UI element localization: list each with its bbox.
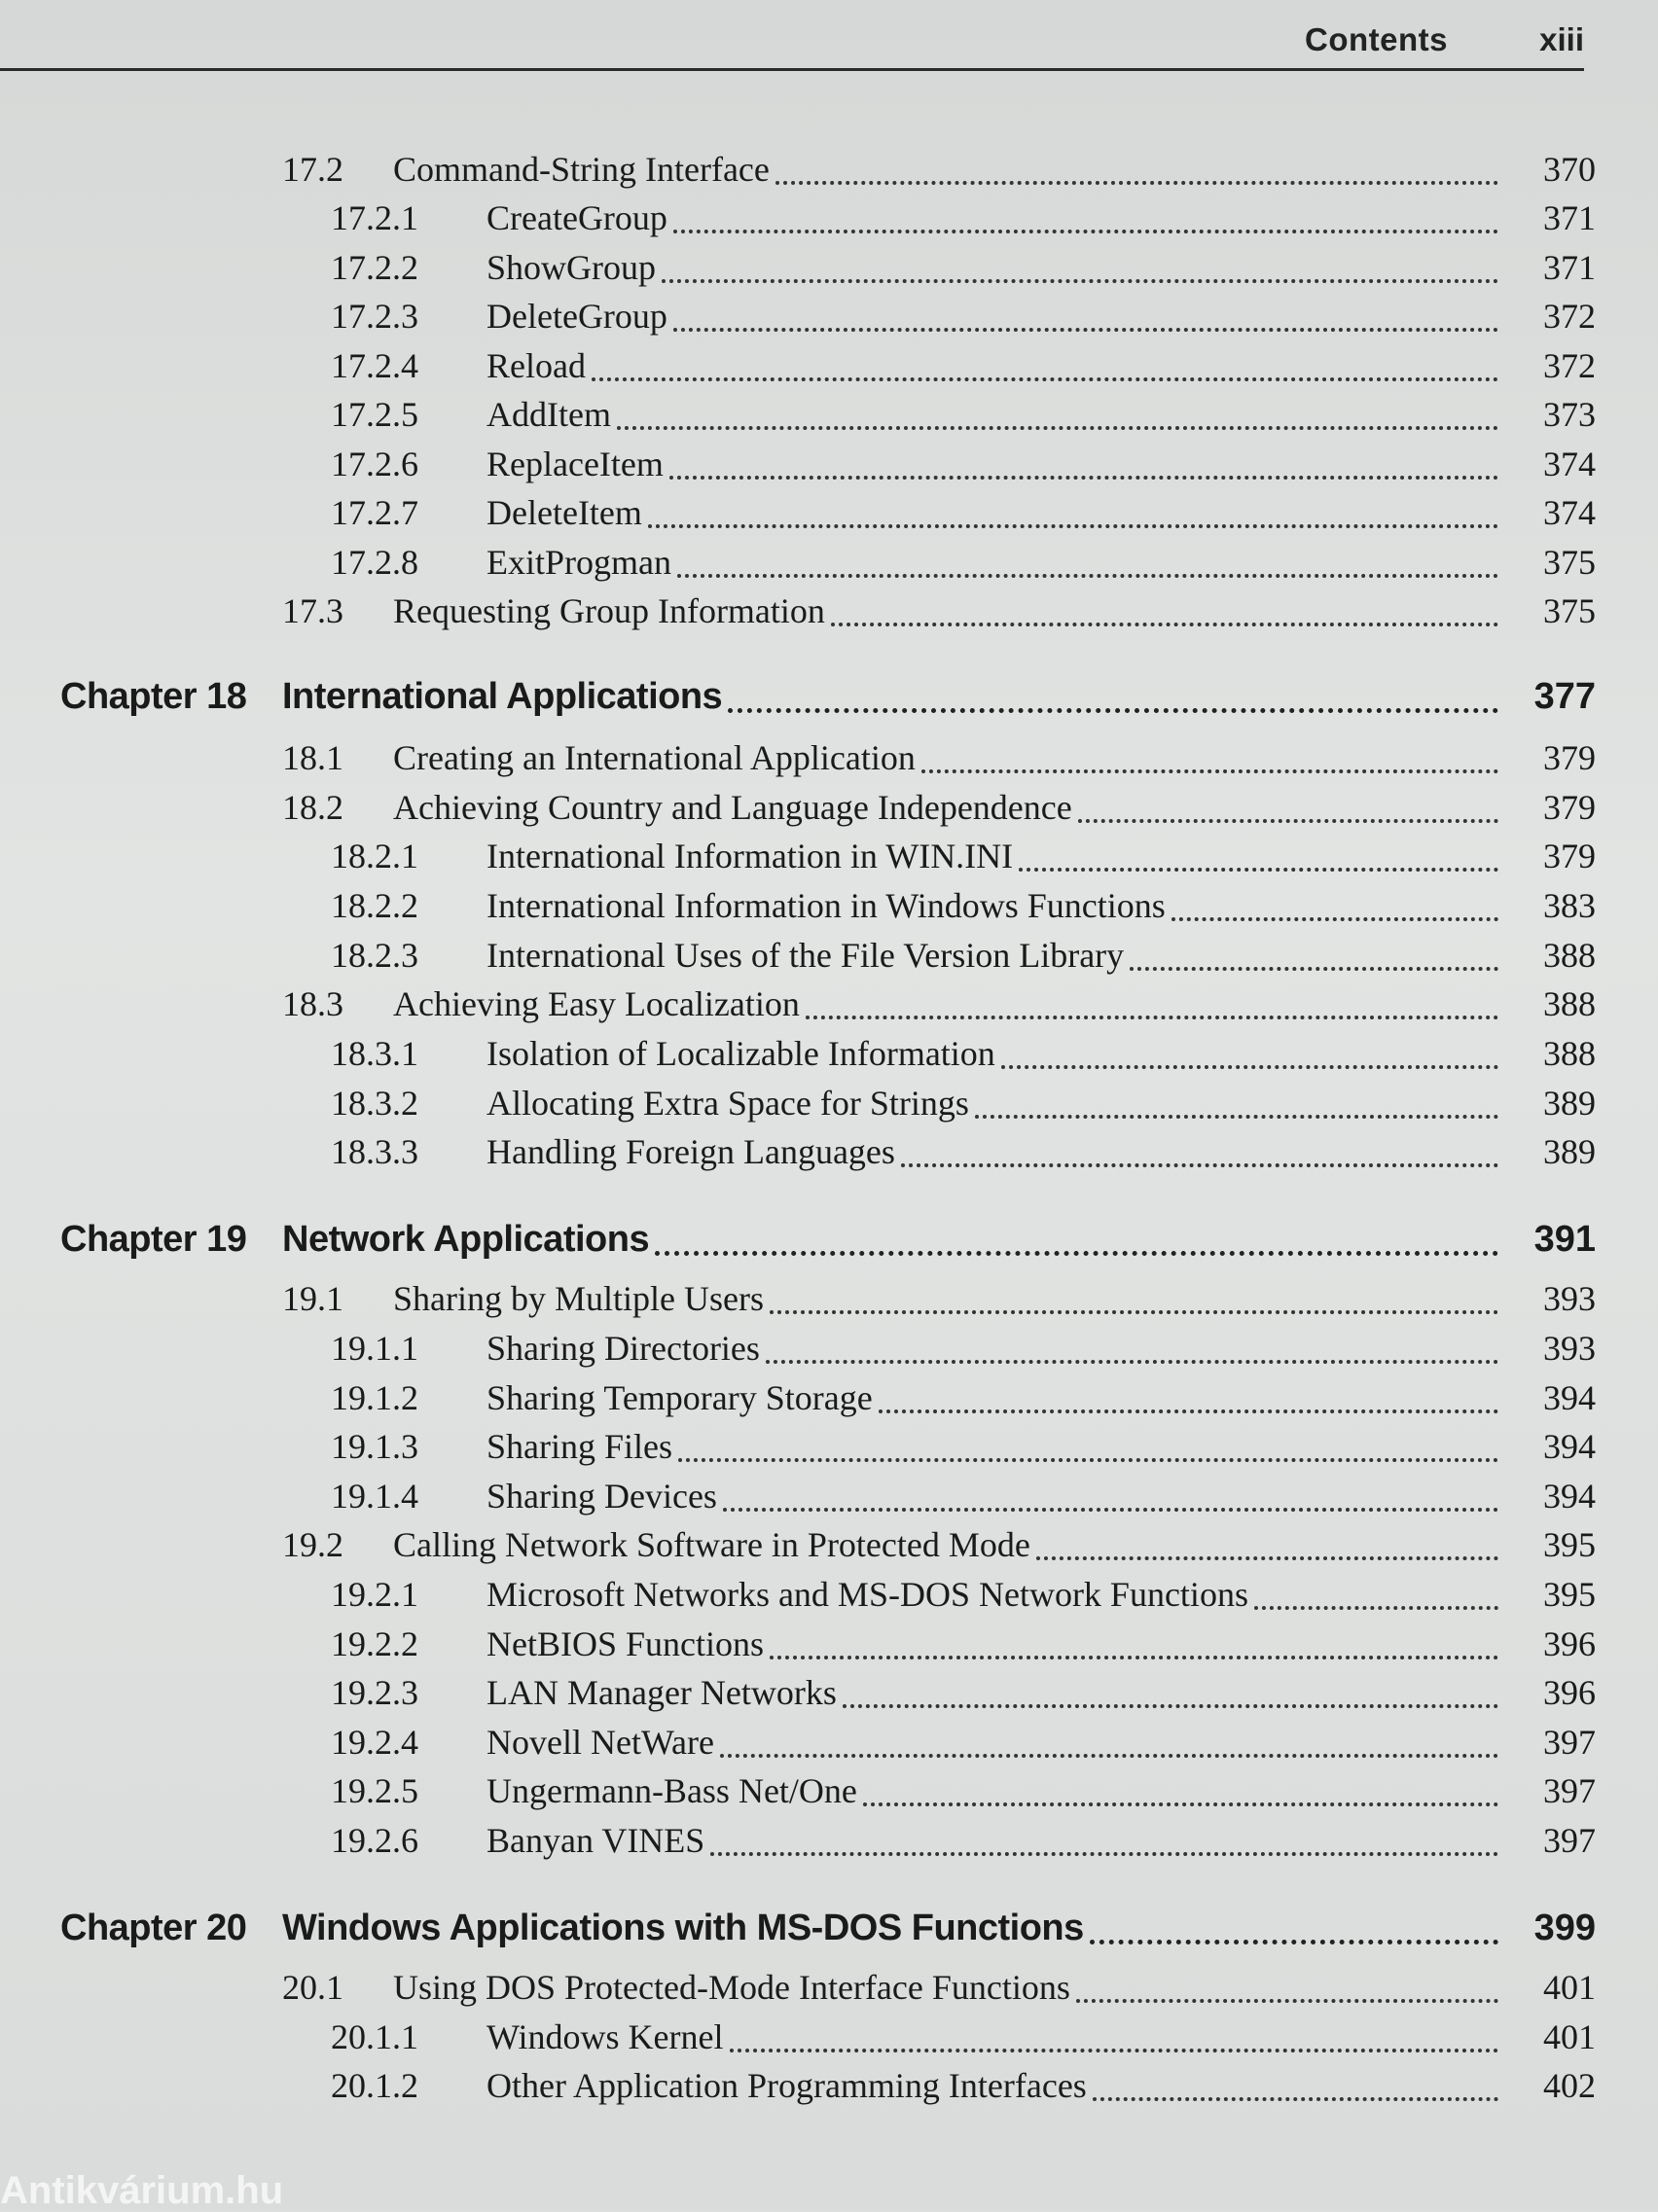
dot-leader: [720, 1707, 1498, 1758]
entry-number: Chapter 18: [60, 676, 247, 717]
dot-leader: [1093, 2051, 1498, 2101]
dot-leader: [1254, 1559, 1498, 1610]
dot-leader: [723, 1461, 1498, 1512]
entry-number: 17.2.2: [331, 248, 418, 287]
entry-title: Windows Kernel: [487, 2017, 724, 2056]
toc-entry: [0, 1817, 1596, 1864]
entry-number: 19.2.4: [331, 1723, 418, 1762]
entry-number: 19.2.5: [331, 1771, 418, 1810]
toc-entry: [0, 1128, 1596, 1175]
entry-title: DeleteGroup: [487, 297, 667, 336]
entry-number: 17.2.7: [331, 493, 418, 532]
entry-title: ShowGroup: [487, 248, 657, 287]
entry-number: 20.1.2: [331, 2066, 418, 2105]
entry-number: 18.2.2: [331, 886, 418, 925]
entry-page-number: 397: [1543, 1821, 1596, 1860]
dot-leader: [617, 379, 1498, 430]
entry-page-number: 370: [1543, 150, 1596, 189]
dot-leader: [843, 1658, 1498, 1708]
dot-leader: [766, 1313, 1498, 1364]
entry-title: Network Applications: [282, 1219, 650, 1260]
dot-leader: [677, 527, 1498, 578]
chapter-entry: [0, 1905, 1596, 1951]
entry-page-number: 399: [1533, 1908, 1596, 1948]
entry-title: Command-String Interface: [393, 150, 770, 189]
entry-number: 19.1.2: [331, 1378, 418, 1417]
dot-leader: [662, 232, 1498, 283]
entry-page-number: 394: [1543, 1477, 1596, 1516]
dot-leader: [806, 969, 1498, 1019]
entry-number: 18.3: [282, 984, 343, 1023]
dot-leader: [1078, 772, 1498, 823]
entry-page-number: 391: [1533, 1219, 1596, 1260]
entry-number: 19.2: [282, 1525, 343, 1564]
dot-leader: [863, 1756, 1498, 1806]
entry-page-number: 389: [1543, 1132, 1596, 1171]
header-title: Contents: [1305, 21, 1448, 57]
entry-title: Novell NetWare: [487, 1723, 714, 1762]
entry-title: Isolation of Localizable Information: [487, 1034, 995, 1073]
entry-title: Allocating Extra Space for Strings: [487, 1084, 969, 1123]
entry-title: ReplaceItem: [487, 445, 664, 483]
entry-title: Achieving Easy Localization: [393, 984, 800, 1023]
entry-title: Microsoft Networks and MS-DOS Network Functions: [487, 1575, 1248, 1614]
entry-page-number: 395: [1543, 1575, 1596, 1614]
entry-number: 20.1.1: [331, 2017, 418, 2056]
entry-number: 19.1.1: [331, 1329, 418, 1368]
entry-number: 18.2.1: [331, 837, 418, 875]
entry-title: Using DOS Protected-Mode Interface Functions: [393, 1968, 1070, 2007]
entry-page-number: 388: [1543, 936, 1596, 975]
dot-leader: [669, 429, 1498, 480]
entry-number: Chapter 19: [60, 1219, 247, 1260]
entry-page-number: 389: [1543, 1084, 1596, 1123]
entry-number: 17.2.1: [331, 198, 418, 237]
entry-page-number: 375: [1543, 543, 1596, 582]
dot-leader: [655, 1204, 1498, 1256]
entry-page-number: 373: [1543, 395, 1596, 434]
entry-page-number: 394: [1543, 1378, 1596, 1417]
entry-number: 17.2.6: [331, 445, 418, 483]
entry-page-number: 395: [1543, 1525, 1596, 1564]
entry-number: 19.1: [282, 1279, 343, 1318]
dot-leader: [1171, 871, 1498, 921]
entry-title: Sharing Directories: [487, 1329, 760, 1368]
entry-title: Handling Foreign Languages: [487, 1132, 895, 1171]
dot-leader: [831, 576, 1498, 626]
entry-number: 17.2.8: [331, 543, 418, 582]
entry-page-number: 388: [1543, 984, 1596, 1023]
dot-leader: [728, 661, 1498, 713]
entry-page-number: 371: [1543, 198, 1596, 237]
entry-page-number: 388: [1543, 1034, 1596, 1073]
dot-leader: [1036, 1510, 1498, 1560]
entry-number: 17.3: [282, 591, 343, 630]
entry-page-number: 396: [1543, 1624, 1596, 1663]
entry-title: NetBIOS Functions: [487, 1624, 765, 1663]
dot-leader: [975, 1068, 1498, 1119]
dot-leader: [730, 2002, 1498, 2052]
entry-number: 19.2.2: [331, 1624, 418, 1663]
dot-leader: [775, 134, 1498, 185]
entry-title: Other Application Programming Interfaces: [487, 2066, 1087, 2105]
entry-title: ExitProgman: [487, 543, 671, 582]
entry-number: 18.3.3: [331, 1132, 418, 1171]
entry-page-number: 401: [1543, 1968, 1596, 2007]
entry-page-number: 371: [1543, 248, 1596, 287]
entry-number: 19.2.1: [331, 1575, 418, 1614]
entry-page-number: 383: [1543, 886, 1596, 925]
entry-title: Achieving Country and Language Independence: [393, 788, 1072, 827]
entry-number: Chapter 20: [60, 1908, 247, 1948]
entry-page-number: 379: [1543, 837, 1596, 875]
entry-title: AddItem: [487, 395, 611, 434]
entry-title: Windows Applications with MS-DOS Functions: [282, 1908, 1084, 1948]
entry-title: DeleteItem: [487, 493, 642, 532]
entry-page-number: 394: [1543, 1427, 1596, 1466]
chapter-entry: [0, 673, 1596, 720]
entry-page-number: 393: [1543, 1279, 1596, 1318]
entry-title: Ungermann-Bass Net/One: [487, 1771, 857, 1810]
entry-page-number: 379: [1543, 788, 1596, 827]
entry-number: 17.2.3: [331, 297, 418, 336]
entry-title: International Information in Windows Functions: [487, 886, 1166, 925]
dot-leader: [770, 1264, 1498, 1314]
dot-leader: [592, 331, 1498, 381]
dot-leader: [770, 1609, 1498, 1659]
entry-title: International Information in WIN.INI: [487, 837, 1014, 875]
entry-number: 19.2.3: [331, 1673, 418, 1712]
dot-leader: [673, 281, 1498, 332]
dot-leader: [1130, 920, 1498, 971]
entry-title: Sharing Files: [487, 1427, 673, 1466]
dot-leader: [879, 1363, 1498, 1413]
entry-page-number: 374: [1543, 445, 1596, 483]
entry-number: 18.1: [282, 738, 343, 777]
dot-leader: [901, 1117, 1498, 1167]
dot-leader: [1090, 1893, 1498, 1944]
entry-page-number: 375: [1543, 591, 1596, 630]
entry-title: Sharing by Multiple Users: [393, 1279, 764, 1318]
entry-number: 19.1.3: [331, 1427, 418, 1466]
dot-leader: [1076, 1952, 1498, 2003]
entry-number: 17.2.5: [331, 395, 418, 434]
dot-leader: [673, 183, 1498, 233]
entry-page-number: 393: [1543, 1329, 1596, 1368]
dot-leader: [648, 478, 1498, 528]
entry-number: 17.2.4: [331, 346, 418, 385]
entry-number: 18.3.2: [331, 1084, 418, 1123]
dot-leader: [678, 1411, 1498, 1462]
dot-leader: [921, 723, 1498, 773]
entry-number: 18.2: [282, 788, 343, 827]
entry-page-number: 396: [1543, 1673, 1596, 1712]
dot-leader: [1019, 821, 1498, 872]
toc-entry: [0, 2062, 1596, 2109]
entry-page-number: 402: [1543, 2066, 1596, 2105]
entry-number: 17.2: [282, 150, 343, 189]
entry-page-number: 379: [1543, 738, 1596, 777]
entry-number: 18.2.3: [331, 936, 418, 975]
entry-title: CreateGroup: [487, 198, 667, 237]
entry-title: Requesting Group Information: [393, 591, 825, 630]
entry-title: Banyan VINES: [487, 1821, 705, 1860]
entry-title: Sharing Temporary Storage: [487, 1378, 873, 1417]
chapter-entry: [0, 1216, 1596, 1263]
entry-page-number: 372: [1543, 346, 1596, 385]
entry-number: 19.1.4: [331, 1477, 418, 1516]
entry-page-number: 372: [1543, 297, 1596, 336]
entry-page-number: 397: [1543, 1723, 1596, 1762]
entry-number: 18.3.1: [331, 1034, 418, 1073]
entry-number: 20.1: [282, 1968, 343, 2007]
entry-page-number: 397: [1543, 1771, 1596, 1810]
dot-leader: [1001, 1018, 1498, 1069]
entry-title: Reload: [487, 346, 586, 385]
entry-page-number: 374: [1543, 493, 1596, 532]
entry-title: LAN Manager Networks: [487, 1673, 837, 1712]
toc-entry: [0, 588, 1596, 634]
dot-leader: [710, 1805, 1498, 1856]
watermark: Antikvárium.hu: [0, 2169, 284, 2212]
entry-title: International Uses of the File Version Library: [487, 936, 1125, 975]
entry-page-number: 377: [1533, 676, 1596, 717]
entry-title: Calling Network Software in Protected Mode: [393, 1525, 1030, 1564]
header-page-number: xiii: [1539, 21, 1584, 57]
entry-number: 19.2.6: [331, 1821, 418, 1860]
entry-title: Sharing Devices: [487, 1477, 717, 1516]
entry-title: International Applications: [282, 676, 723, 717]
entry-page-number: 401: [1543, 2017, 1596, 2056]
entry-title: Creating an International Application: [393, 738, 916, 777]
